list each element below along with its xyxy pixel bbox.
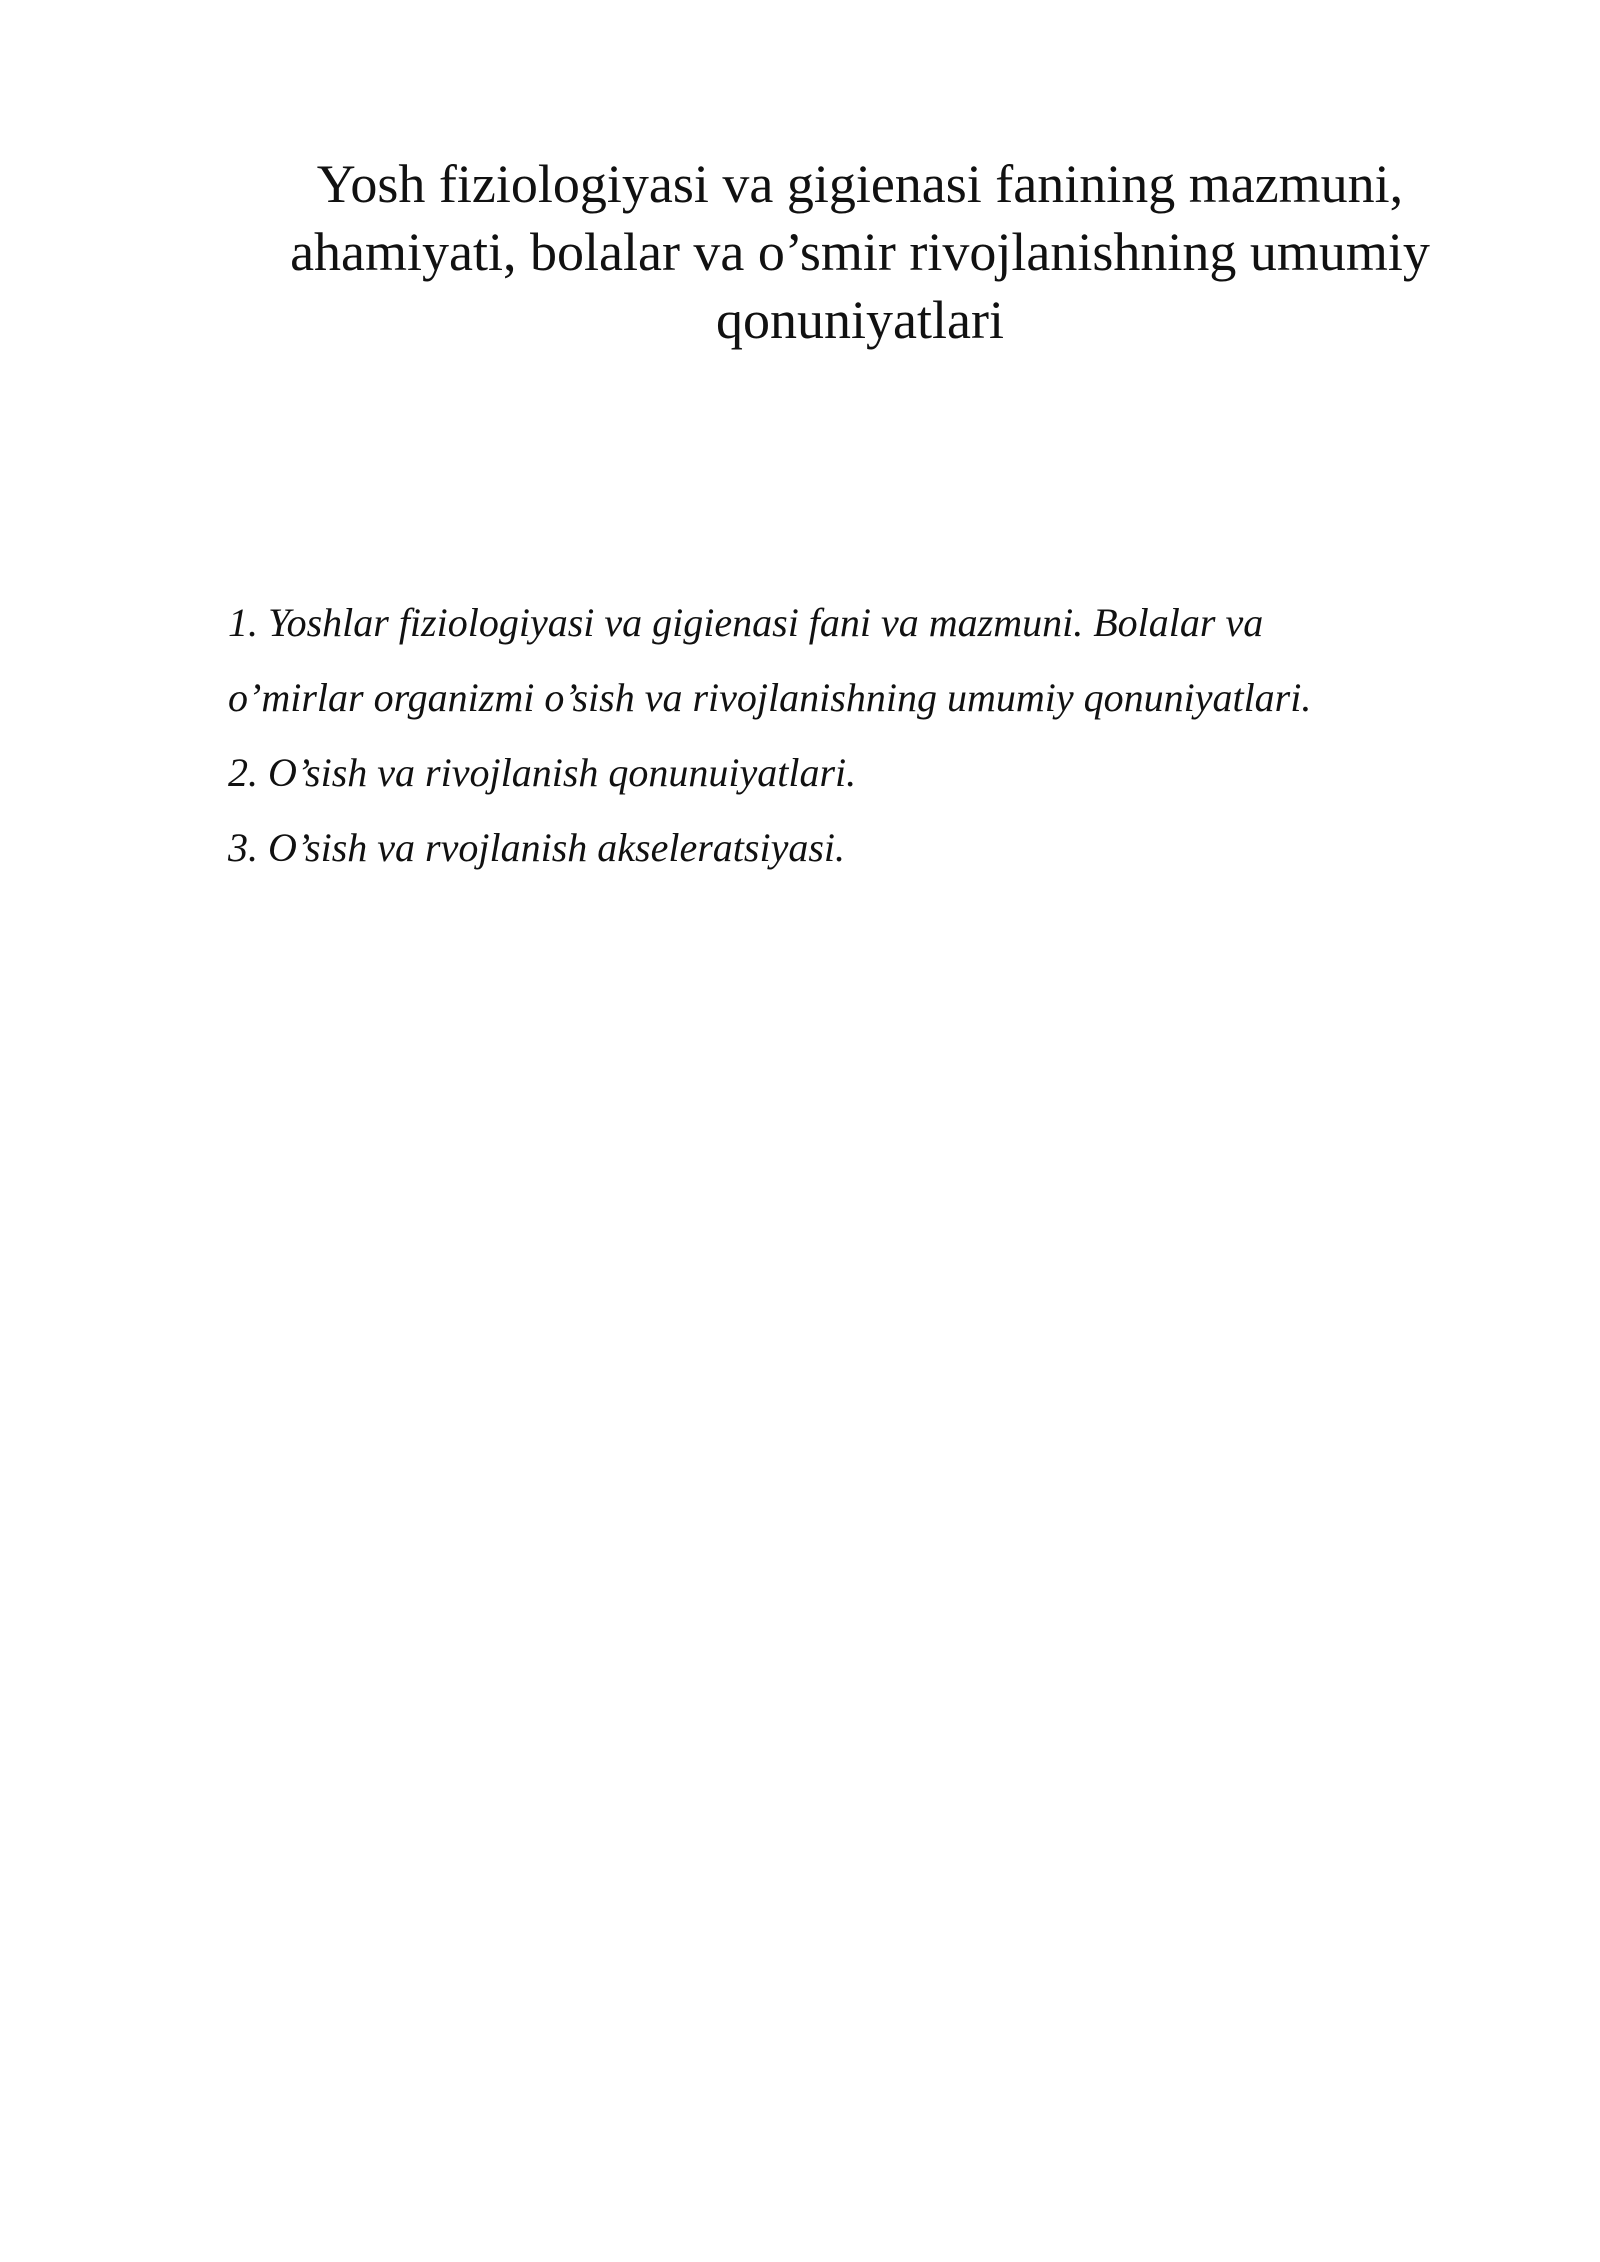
topic-list xyxy=(228,585,1478,885)
title-line-1: Yosh fiziologiyasi va gigienasi fanining mazmuni, xyxy=(316,154,1404,214)
topic-item-2: 2. O’sish va rivojlanish qonunuiyatlari. xyxy=(228,750,857,795)
document-title xyxy=(200,150,1520,354)
topic-item-1-line-1 xyxy=(228,585,1478,660)
topic-number-1: 1. xyxy=(228,600,258,645)
title-line-3: qonuniyatlari xyxy=(716,290,1004,350)
topic-item-1-line-2: o’mirlar organizmi o’sish va rivojlanishning umumiy qonuniyatlari. xyxy=(228,675,1312,720)
topic-item-3: 3. O’sish va rvojlanish akseleratsiyasi. xyxy=(228,825,846,870)
topic-item-1-text: Yoshlar fiziologiyasi va gigienasi fani va mazmuni. Bolalar va xyxy=(268,600,1264,645)
title-line-2: ahamiyati, bolalar va o’smir rivojlanishning umumiy xyxy=(290,222,1430,282)
